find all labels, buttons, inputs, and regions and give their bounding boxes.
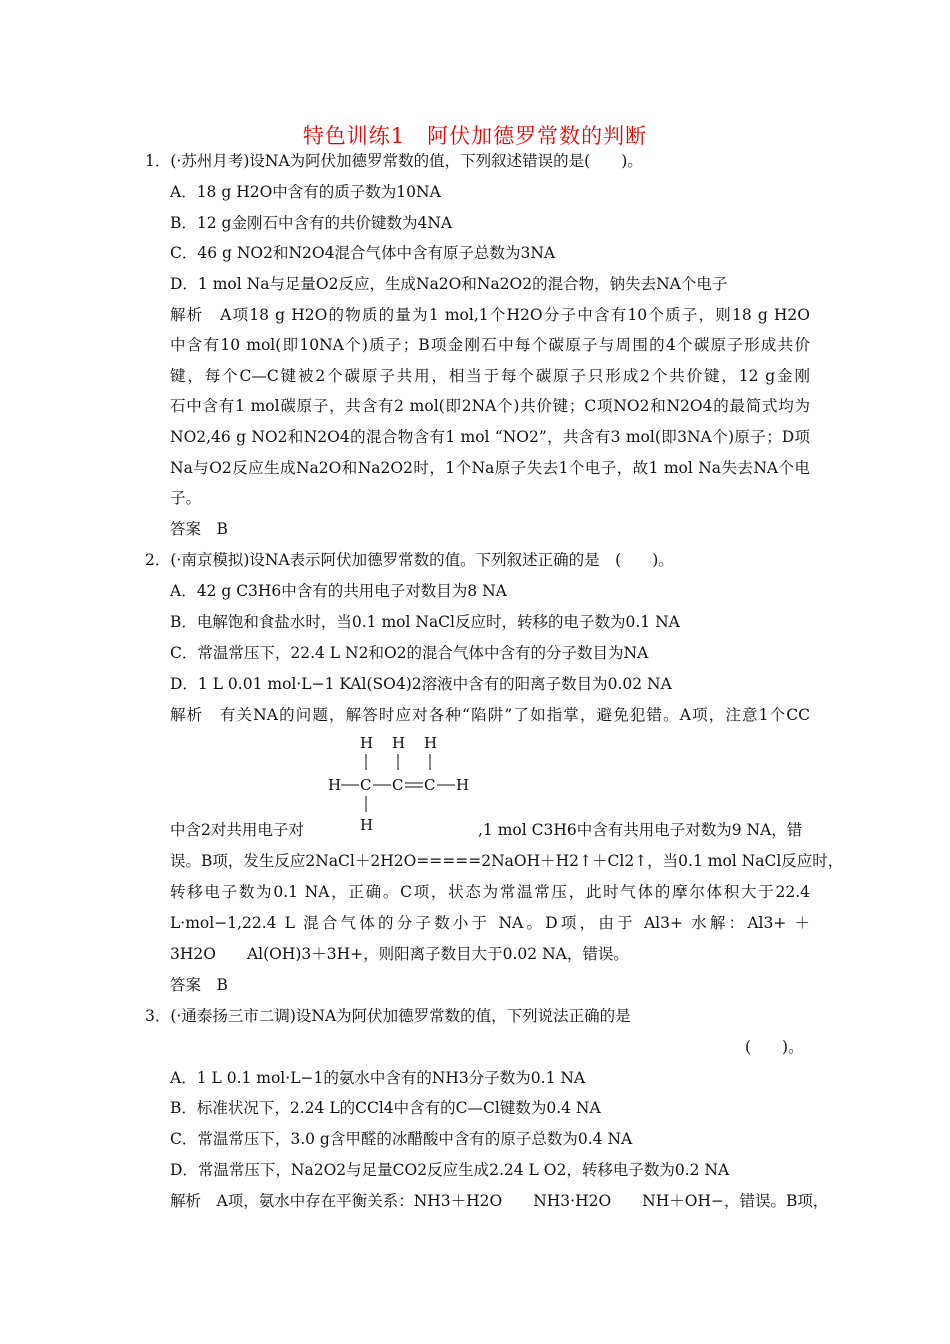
propene-structural-formula: [325, 734, 485, 844]
question-1-explanation-line: 石中含有1 mol碳原子，共含有2 mol(即2NA个)共价键；C项NO2和N2O4的最简式均为: [170, 397, 810, 415]
formula-atom-c: C: [424, 776, 436, 794]
formula-atom-h: H: [360, 816, 374, 834]
question-3-option-c: C．常温常压下，3.0 g含甲醛的冰醋酸中含有的原子总数为0.4 NA: [170, 1130, 633, 1148]
question-2-option-a: A．42 g C3H6中含有的共用电子对数目为8 NA: [170, 582, 507, 600]
question-1-explanation-line: Na与O2反应生成Na2O和Na2O2时，1个Na原子失去1个电子，故1 mol Na失去NA个电: [170, 459, 810, 477]
question-2-option-c: C．常温常压下，22.4 L N2和O2的混合气体中含有的分子数目为NA: [170, 644, 649, 662]
question-3-explanation-line: 解析 A项，氨水中存在平衡关系：NH3＋H2O NH3·H2O NH＋OH−，错误。B项，: [170, 1192, 829, 1210]
question-1-option-b: B．12 g金刚石中含有的共价键数为4NA: [170, 214, 453, 232]
question-3-answer-paren: ( )。: [745, 1038, 804, 1056]
question-1-stem: 1．(·苏州月考)设NA为阿伏加德罗常数的值，下列叙述错误的是( )。: [145, 152, 643, 170]
formula-atom-c: C: [392, 776, 404, 794]
formula-atom-h: H: [456, 776, 470, 794]
question-3-option-b: B．标准状况下，2.24 L的CCl4中含有的C—Cl键数为0.4 NA: [170, 1099, 601, 1117]
question-2-explanation-line: 中含2对共用电子对: [170, 821, 304, 839]
question-1-explanation-line: 子。: [170, 489, 202, 507]
question-3-option-d: D．常温常压下，Na2O2与足量CO2反应生成2.24 L O2，转移电子数为0.2 NA: [170, 1161, 730, 1179]
question-2-explanation-line: L·mol−1,22.4 L 混合气体的分子数小于 NA。D项，由于 Al3+ 水解：Al3+ ＋: [170, 914, 810, 932]
formula-atom-h: H: [360, 734, 374, 752]
question-2-answer: 答案 B: [170, 976, 228, 994]
question-3-stem: 3．(·通泰扬三市二调)设NA为阿伏加德罗常数的值，下列说法正确的是: [145, 1007, 631, 1025]
question-2-explanation-line: 误。B项，发生反应2NaCl＋2H2O=====2NaOH＋H2↑＋Cl2↑，当0.1 mol NaCl反应时，: [170, 852, 844, 870]
question-1-explanation-line: 解析 A项18 g H2O的物质的量为1 mol,1个H2O分子中含有10个质子，则18 g H2O: [170, 306, 810, 324]
question-2-explanation-line: 解析 有关NA的问题，解答时应对各种“陷阱”了如指掌，避免犯错。A项，注意1个CC: [170, 706, 810, 724]
question-1-option-d: D．1 mol Na与足量O2反应，生成Na2O和Na2O2的混合物，钠失去NA个电子: [170, 275, 728, 293]
formula-atom-c: C: [360, 776, 372, 794]
question-1-explanation-line: 中含有10 mol(即10NA个)质子；B项金刚石中每个碳原子与周围的4个碳原子形成共价: [170, 336, 810, 354]
question-2-explanation-line: ,1 mol C3H6中含有共用电子对数为9 NA，错: [478, 821, 803, 839]
question-2-explanation-line: 转移电子数为0.1 NA，正确。C项，状态为常温常压，此时气体的摩尔体积大于22.4: [170, 883, 810, 901]
question-1-answer: 答案 B: [170, 520, 228, 538]
question-2-stem: 2．(·南京模拟)设NA表示阿伏加德罗常数的值。下列叙述正确的是 ( )。: [145, 551, 674, 569]
page-title: 特色训练1 阿伏加德罗常数的判断: [302, 124, 648, 148]
question-1-option-a: A．18 g H2O中含有的质子数为10NA: [170, 183, 441, 201]
formula-atom-h: H: [392, 734, 406, 752]
question-3-option-a: A．1 L 0.1 mol·L−1的氨水中含有的NH3分子数为0.1 NA: [170, 1069, 586, 1087]
question-1-explanation-line: 键，每个C—C键被2个碳原子共用，相当于每个碳原子只形成2个共价键，12 g金刚: [170, 367, 810, 385]
formula-atom-h: H: [328, 776, 342, 794]
question-1-explanation-line: NO2,46 g NO2和N2O4的混合物含有1 mol “NO2”，共含有3 mol(即3NA个)原子；D项: [170, 428, 810, 446]
question-2-explanation-line: 3H2O Al(OH)3＋3H+，则阳离子数目大于0.02 NA，错误。: [170, 945, 629, 963]
question-1-option-c: C．46 g NO2和N2O4混合气体中含有原子总数为3NA: [170, 244, 556, 262]
formula-atom-h: H: [424, 734, 438, 752]
question-2-option-b: B．电解饱和食盐水时，当0.1 mol NaCl反应时，转移的电子数为0.1 NA: [170, 613, 680, 631]
question-2-option-d: D．1 L 0.01 mol·L−1 KAl(SO4)2溶液中含有的阳离子数目为0.02 NA: [170, 675, 672, 693]
